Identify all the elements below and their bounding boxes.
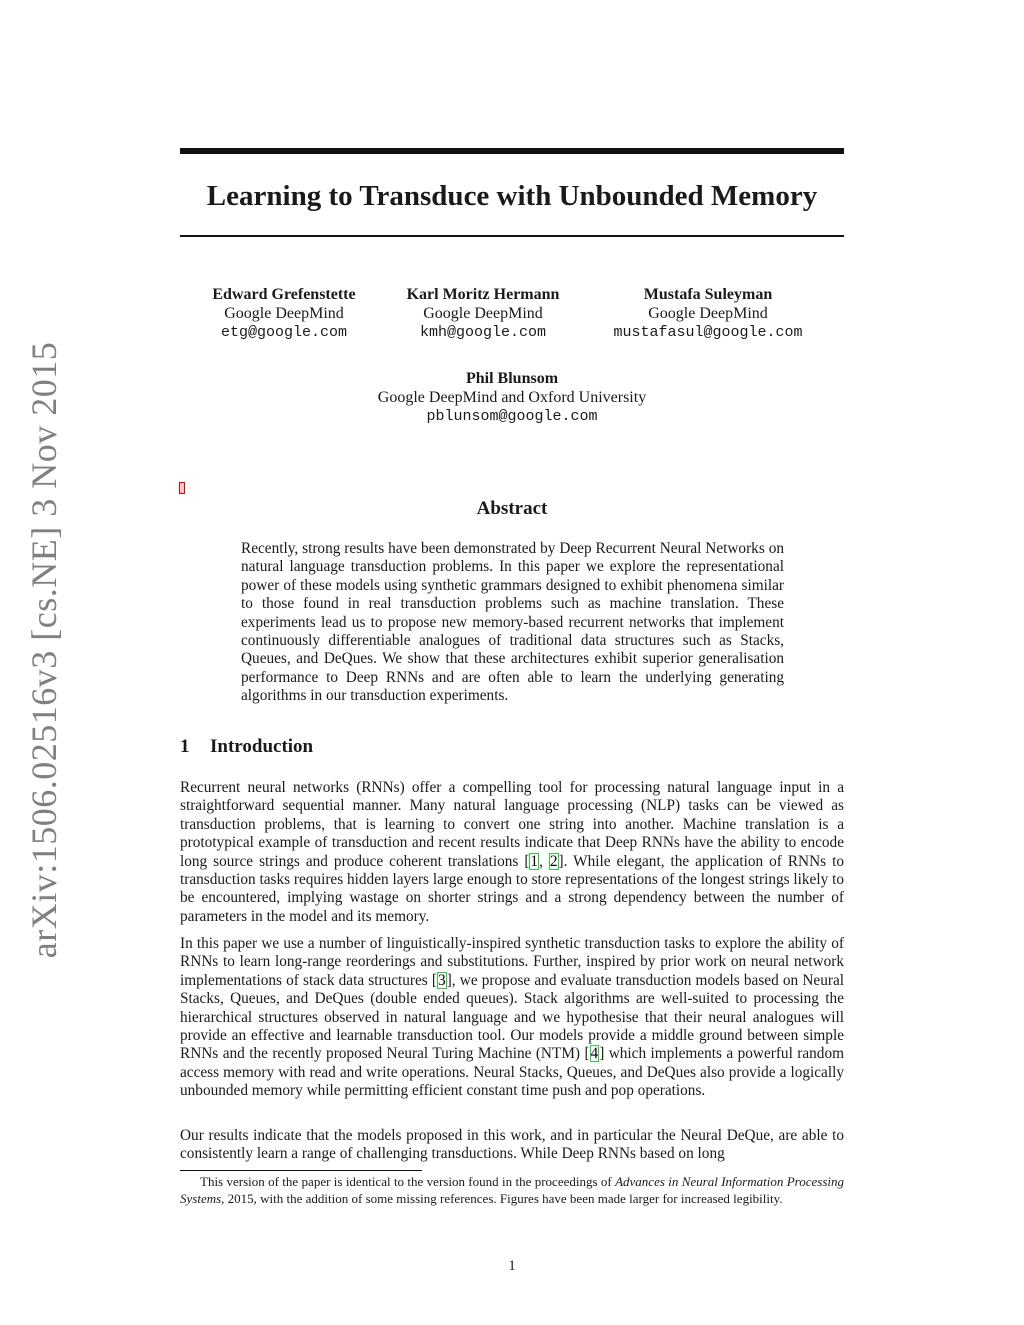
annotation-marker <box>179 482 185 494</box>
footnote-text: , 2015, with the addition of some missing references. Figures have been made larger for increased legibility. <box>221 1190 783 1206</box>
section-number: 1 <box>180 736 190 757</box>
citation-link[interactable]: 2 <box>549 852 558 870</box>
author-name: Phil Blunsom <box>465 370 559 387</box>
paper-title: Learning to Transduce with Unbounded Memory <box>206 180 818 212</box>
section-heading <box>180 736 313 758</box>
citation-link[interactable]: 3 <box>438 971 446 989</box>
paragraph-text: ], we propose and evaluate transduction models based on Neural Stacks, Queues, and DeQues (double ended queues). Stack algorithms are well-suited to processing the hierarchical structures observed in natural language and we hypothesise that their neural analogues will provide an effective and learnable transduction tool. Our models provide a middle ground between simple RNNs and the recently proposed Neural Turing Machine (NTM) [ <box>180 971 844 1063</box>
page-number: 1 <box>508 1258 516 1274</box>
footnote-venue: Advances in Neural Information Processing Systems <box>180 1174 844 1206</box>
arxiv-sidebar-stamp <box>16 341 72 959</box>
paragraph-text: Recurrent neural networks (RNNs) offer a compelling tool for processing natural language input in a straightforward sequential manner. Many natural language processing (NLP) tasks can be viewed as transduction problems, that is learning to convert one string into another. Machine translation is a prototypical example of transduction and recent results indicate that Deep RNNs have the ability to encode long source strings and produce coherent translations [ <box>180 779 844 870</box>
author-block-4 <box>352 369 672 426</box>
title-top-rule <box>180 148 844 154</box>
footnote-rule <box>180 1170 422 1171</box>
author-affiliation: Google DeepMind <box>648 305 768 322</box>
citation-link[interactable]: 4 <box>590 1045 599 1063</box>
author-email[interactable]: etg@google.com <box>220 324 348 341</box>
author-name: Karl Moritz Hermann <box>406 286 560 303</box>
author-email[interactable]: pblunsom@google.com <box>426 408 598 425</box>
author-name: Mustafa Suleyman <box>643 286 773 303</box>
author-block-3 <box>598 285 818 342</box>
author-email[interactable]: kmh@google.com <box>419 324 547 341</box>
paragraph-text: ] which implements a powerful random access memory with read and write operations. Neural Stacks, Queues, and DeQues also provide a logically unbounded memory while permitting efficient constant time push and pop operations. <box>180 1045 844 1100</box>
paragraph-text: In this paper we use a number of linguistically-inspired synthetic transduction tasks to explore the ability of RNNs to learn long-range reorderings and substitutions. Further, inspired by prior work on neural network implementations of stack data structures [ <box>180 935 844 989</box>
author-name: Edward Grefenstette <box>212 286 356 303</box>
author-block-1 <box>196 285 372 342</box>
intro-paragraph-1 <box>180 779 844 926</box>
footnote-text: This version of the paper is identical to the version found in the proceedings of <box>200 1174 616 1189</box>
footnote <box>180 1174 844 1207</box>
intro-paragraph-3: Our results indicate that the models proposed in this work, and in particular the Neural DeQue, are able to consistently learn a range of challenging transductions. While Deep RNNs based on long <box>180 1127 844 1163</box>
author-affiliation: Google DeepMind <box>423 305 543 322</box>
intro-paragraph-2 <box>180 935 844 1101</box>
author-affiliation: Google DeepMind <box>224 305 344 322</box>
abstract-heading: Abstract <box>476 498 548 519</box>
paragraph-text: ]. While elegant, the application of RNNs to transduction tasks requires hidden layers large enough to store representations of the longest strings likely to be encountered, implying wastage on shorter strings and a strong dependency between the number of parameters in the model and its memory. <box>180 852 844 925</box>
author-affiliation: Google DeepMind and Oxford University <box>377 389 647 406</box>
author-email[interactable]: mustafasul@google.com <box>613 324 803 341</box>
citation-separator: , <box>539 852 549 870</box>
abstract-text: Recently, strong results have been demonstrated by Deep Recurrent Neural Networks on natural language transduction problems. In this paper we explore the representational power of these models using synthetic grammars designed to exhibit phenomena similar to those found in real transduction problems such as machine translation. These experiments lead us to propose new memory-based recurrent networks that implement continuously differentiable analogues of traditional data structures such as Stacks, Queues, and DeQues. We show that these architectures exhibit superior generalisation performance to Deep RNNs and are often able to learn the underlying generating algorithms in our transduction experiments. <box>241 540 784 705</box>
section-title: Introduction <box>210 736 314 757</box>
arxiv-id-label: arXiv:1506.02516v3 [cs.NE] 3 Nov 2015 <box>24 341 65 959</box>
citation-link[interactable]: 1 <box>530 852 539 870</box>
author-block-2 <box>393 285 573 342</box>
title-bottom-rule <box>180 235 844 237</box>
